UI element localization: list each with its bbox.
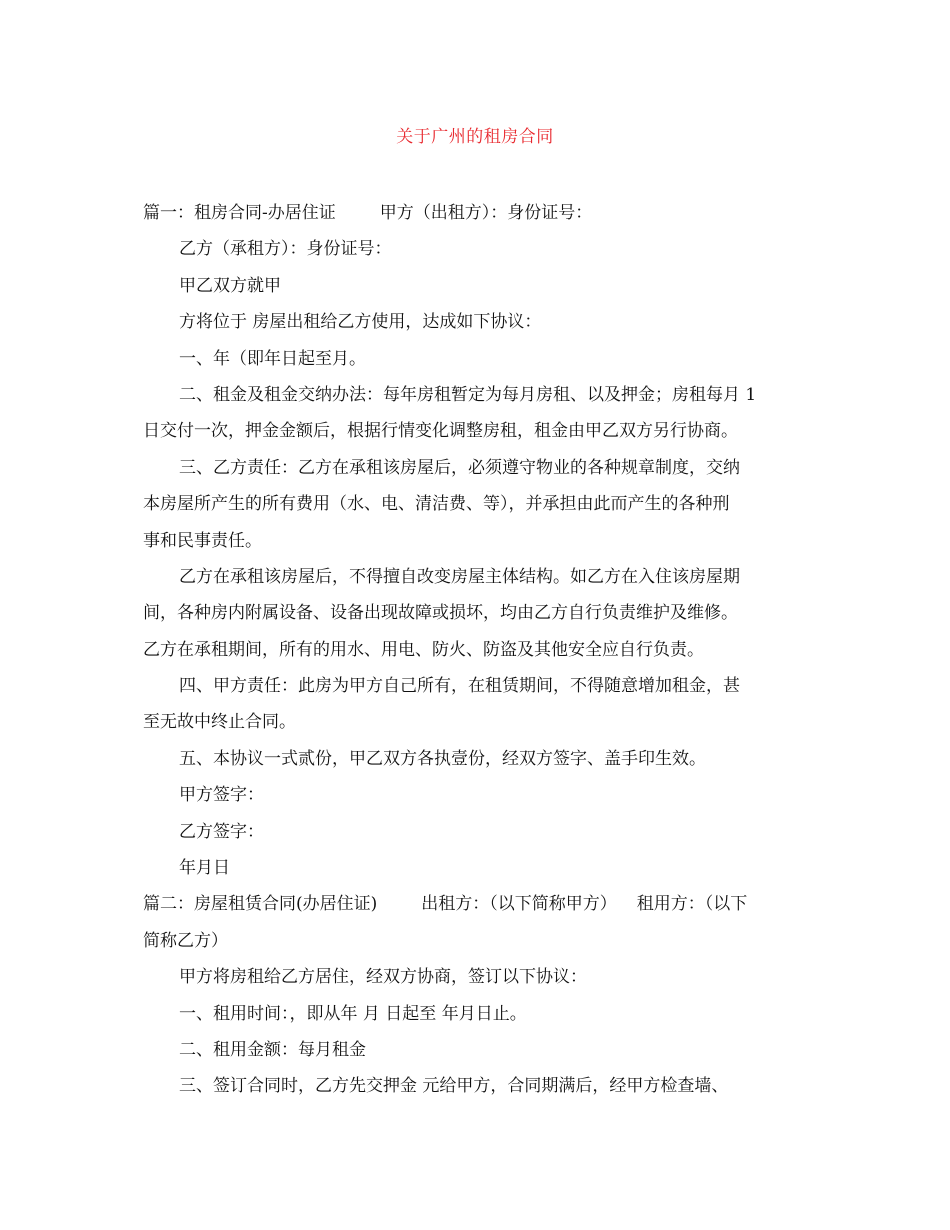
part1-heading-line	[143, 195, 811, 231]
part2-lessee-cont: 简称乙方）	[143, 930, 228, 951]
part2-heading-line	[143, 886, 811, 922]
part2-heading: 篇二：房屋租赁合同(办居住证)	[143, 894, 378, 915]
part2-term-3: 三、签订合同时，乙方先交押金 元给甲方，合同期满后，经甲方检查墙、	[179, 1076, 729, 1097]
clause-3b-line-3: 乙方在承租期间，所有的用水、用电、防火、防盗及其他安全应自行负责。	[143, 639, 704, 660]
clause-3b-line-2: 间，各种房内附属设备、设备出现故障或损坏，均由乙方自行负责维护及维修。	[143, 603, 738, 624]
signature-party-a: 甲方签字：	[179, 785, 264, 806]
clause-3b-line-1: 乙方在承租该房屋后，不得擅自改变房屋主体结构。如乙方在入住该房屋期	[179, 566, 740, 587]
part2-term-2: 二、租用金额：每月租金	[179, 1039, 366, 1060]
part2-term-1: 一、租用时间：，即从年 月 日起至 年月日止。	[179, 1003, 527, 1024]
part2-intro: 甲方将房租给乙方居住，经双方协商，签订以下协议：	[179, 967, 587, 988]
paragraph: 方将位于 房屋出租给乙方使用，达成如下协议：	[179, 312, 542, 333]
signature-party-b: 乙方签字：	[179, 821, 264, 842]
part2-lessor: 出租方：（以下简称甲方）	[421, 894, 617, 915]
clause-2-line-2: 日交付一次，押金金额后，根据行情变化调整房租，租金由甲乙双方另行协商。	[143, 421, 738, 442]
clause-4-line-1: 四、甲方责任：此房为甲方自己所有，在租赁期间，不得随意增加租金，甚	[179, 676, 740, 697]
clause-3-line-2: 本房屋所产生的所有费用（水、电、清洁费、等），并承担由此而产生的各种刑	[143, 494, 730, 515]
clause-3-line-3: 事和民事责任。	[143, 530, 262, 551]
clause-1: 一、年（即年日起至月。	[179, 348, 366, 369]
clause-5: 五、本协议一式贰份，甲乙双方各执壹份，经双方签字、盖手印生效。	[179, 748, 706, 769]
clause-4-line-2: 至无故中终止合同。	[143, 712, 296, 733]
clause-3-line-1: 三、乙方责任：乙方在承租该房屋后，必须遵守物业的各种规章制度，交纳	[179, 457, 740, 478]
part2-lessee: 租用方：（以下	[636, 894, 748, 915]
document-body	[143, 195, 811, 1105]
document-title: 关于广州的租房合同	[396, 127, 554, 147]
paragraph: 乙方（承租方）：身份证号：	[179, 239, 392, 260]
signature-date: 年月日	[179, 858, 230, 879]
part1-heading: 篇一：租房合同-办居住证	[143, 203, 336, 223]
paragraph: 甲乙双方就甲	[179, 275, 281, 296]
clause-2-line-1: 二、租金及租金交纳办法：每年房租暂定为每月房租、以及押金；房租每月 1	[179, 384, 757, 405]
part1-heading-tail: 甲方（出租方）：身份证号：	[379, 203, 593, 223]
